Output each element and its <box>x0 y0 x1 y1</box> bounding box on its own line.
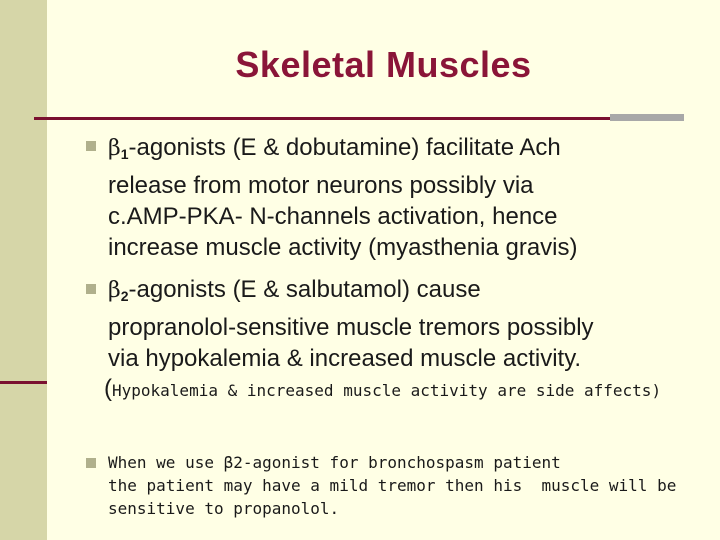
left-band <box>0 0 47 540</box>
bullet-line: sensitive to propanolol. <box>108 499 340 518</box>
bullet-line <box>108 132 708 170</box>
bullet-beta1 <box>108 132 708 263</box>
bullet-line: c.AMP-PKA- N-channels activation, hence <box>108 203 558 230</box>
bullet-beta2 <box>108 274 708 374</box>
bullet-text: -agonists (E & dobutamine) facilitate Ach <box>128 134 561 161</box>
side-effect-note <box>104 375 714 403</box>
title-rule-gray <box>610 114 684 121</box>
bullet-marker <box>86 458 96 468</box>
bullet-tremor-note <box>108 451 708 520</box>
bullet-line: propranolol-sensitive muscle tremors possibly <box>108 314 594 341</box>
bullet-line: increase muscle activity (myasthenia gravis) <box>108 234 578 261</box>
beta-symbol: β <box>108 278 121 303</box>
bullet-line <box>108 274 708 312</box>
bullet-line: release from motor neurons possibly via <box>108 172 534 199</box>
bullet-line: the patient may have a mild tremor then his muscle will be <box>108 476 677 495</box>
bullet-marker <box>86 141 96 151</box>
note-open-paren: ( <box>104 375 112 402</box>
bullet-line: When we use β2-agonist for bronchospasm patient <box>108 453 561 472</box>
beta-subscript: 1 <box>120 146 129 162</box>
title-rule <box>34 117 610 120</box>
beta-symbol: β <box>108 136 121 161</box>
note-text: Hypokalemia & increased muscle activity are side affects) <box>112 381 662 400</box>
bullet-line: via hypokalemia & increased muscle activity. <box>108 345 582 372</box>
beta-subscript: 2 <box>120 288 129 304</box>
slide-title: Skeletal Muscles <box>235 44 532 85</box>
side-accent-mark <box>0 381 47 384</box>
bullet-marker <box>86 284 96 294</box>
bullet-text: -agonists (E & salbutamol) cause <box>128 276 481 303</box>
